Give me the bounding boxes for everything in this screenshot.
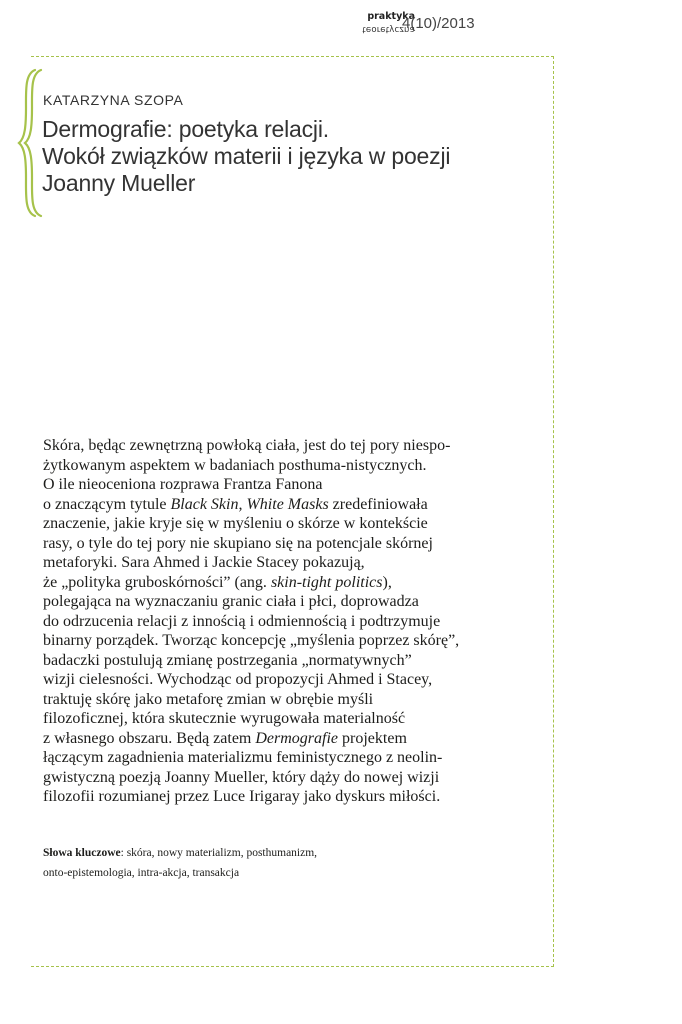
abstract-line: binarny porządek. Tworząc koncepcję „myślenia poprzez skórę”, bbox=[43, 632, 460, 649]
title-line: Wokół związków materii i języka w poezji bbox=[42, 143, 451, 169]
abstract-line: łączącym zagadnienia materializmu feministycznego z neolin- bbox=[43, 749, 443, 766]
abstract-line: rasy, o tyle do tej pory nie skupiano się na potencjale skórnej bbox=[43, 534, 433, 552]
italic-term: skin-tight politics bbox=[270, 573, 383, 591]
abstract-line: z własnego obszaru. Będą zatem Dermografie projektem bbox=[43, 729, 407, 747]
abstract-line: wizji cielesności. Wychodząc od propozycji Ahmed i Stacey, bbox=[43, 671, 433, 688]
abstract-line: traktuję skórę jako metaforę zmian w obrębie myśli bbox=[43, 690, 374, 708]
article-title bbox=[42, 116, 522, 197]
journal-header bbox=[344, 8, 475, 38]
abstract-line: znaczenie, jakie kryje się w myśleniu o skórze w kontekście bbox=[43, 515, 428, 532]
title-line: Joanny Mueller bbox=[42, 170, 196, 196]
book-title: Black Skin, White Masks bbox=[170, 495, 329, 513]
keywords bbox=[43, 843, 523, 883]
abstract-line: do odrzucenia relacji z innością i odmiennością i podtrzymuje bbox=[43, 612, 441, 630]
keywords-line: Słowa kluczowe: skóra, nowy materializm, posthumanizm, bbox=[43, 847, 318, 859]
abstract-line: polegająca na wyznaczaniu granic ciała i płci, doprowadza bbox=[43, 593, 419, 610]
italic-title: Dermografie bbox=[255, 729, 339, 747]
abstract-line: żytkowanym aspektem w badaniach posthuma-nistycznych. bbox=[43, 456, 427, 474]
issue-number: 4(10)/2013 bbox=[402, 15, 475, 32]
abstract-line: że „polityka gruboskórności” (ang. skin-tight politics), bbox=[43, 573, 392, 591]
abstract-line: gwistyczną poezją Joanny Mueller, który dąży do nowej wizji bbox=[43, 768, 440, 786]
abstract-line: Skóra, będąc zewnętrzną powłoką ciała, jest do tej pory niespo- bbox=[43, 437, 451, 454]
abstract-line: o znaczącym tytule Black Skin, White Masks zredefiniowała bbox=[43, 495, 428, 513]
journal-name: praktyka bbox=[367, 11, 415, 22]
abstract-line: filozofii rozumianej przez Luce Irigaray jako dyskurs miłości. bbox=[43, 788, 441, 805]
abstract bbox=[43, 436, 523, 807]
abstract-line: filozoficznej, która skutecznie wyrugowała materialność bbox=[43, 710, 406, 727]
title-line: Dermografie: poetyka relacji. bbox=[42, 116, 329, 142]
author-name: KATARZYNA SZOPA bbox=[43, 92, 184, 108]
keywords-label: Słowa kluczowe bbox=[43, 847, 121, 859]
keywords-line: onto-epistemologia, intra-akcja, transakcja bbox=[43, 867, 240, 879]
abstract-line: O ile nieoceniona rozprawa Frantza Fanona bbox=[43, 476, 323, 493]
journal-name-mirrored: teoretyczna bbox=[362, 24, 415, 34]
abstract-line: metaforyki. Sara Ahmed i Jackie Stacey pokazują, bbox=[43, 554, 365, 571]
abstract-line: badaczki postulują zmianę postrzegania „normatywnych” bbox=[43, 651, 412, 669]
